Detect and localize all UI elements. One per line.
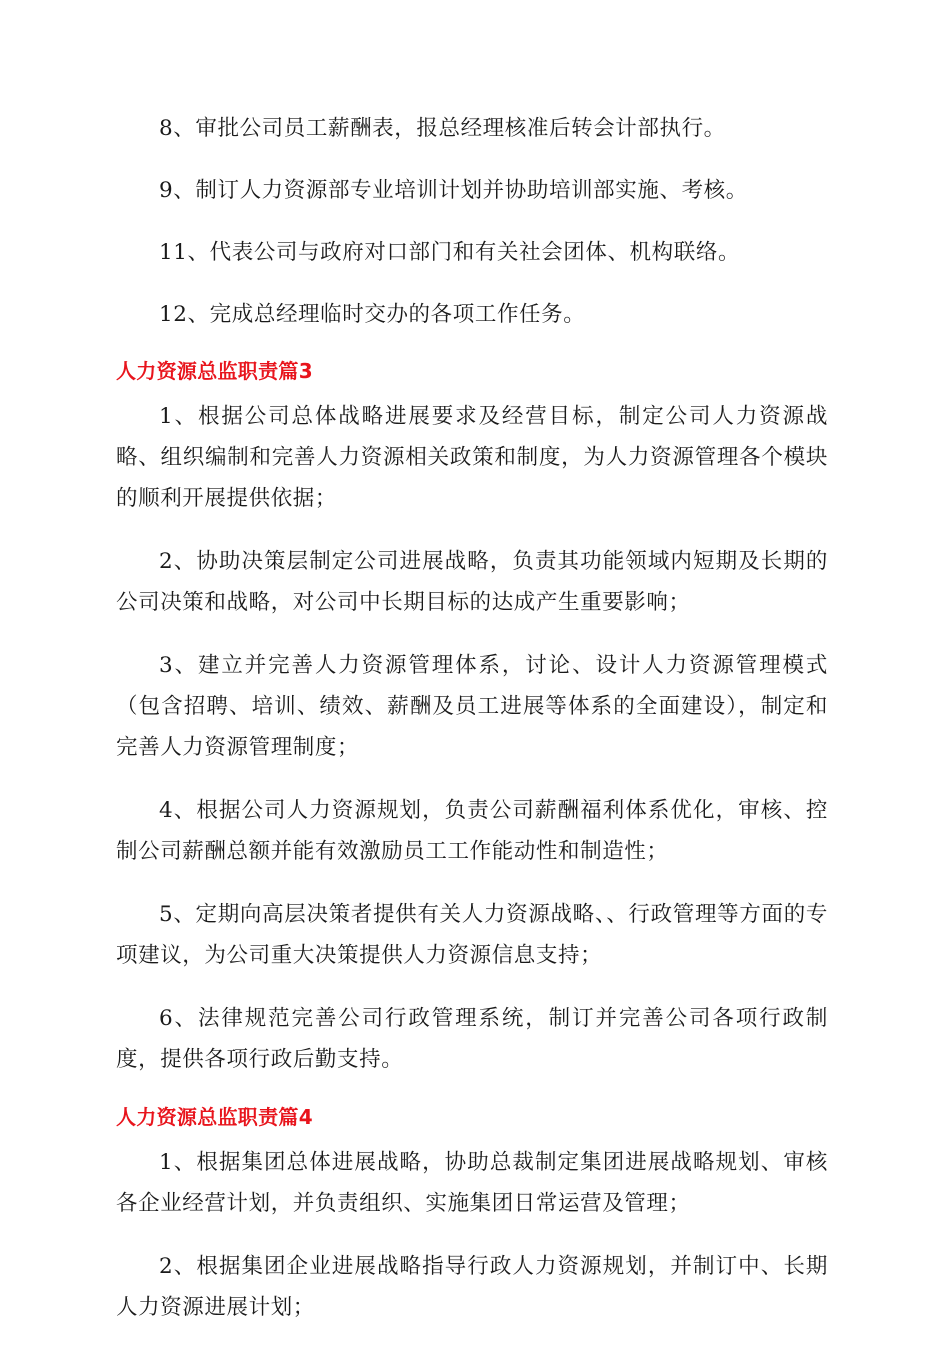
list-item: 2、协助决策层制定公司进展战略，负责其功能领域内短期及长期的公司决策和战略，对公司中长期目标的达成产生重要影响； bbox=[116, 549, 828, 615]
list-item: 1、根据集团总体进展战略，协助总裁制定集团进展战略规划、审核各企业经营计划，并负责组织、实施集团日常运营及管理； bbox=[116, 1150, 828, 1216]
list-item: 3、建立并完善人力资源管理体系，讨论、设计人力资源管理模式（包含招聘、培训、绩效、薪酬及员工进展等体系的全面建设），制定和完善人力资源管理制度； bbox=[116, 653, 828, 760]
list-item: 6、法律规范完善公司行政管理系统，制订并完善公司各项行政制度，提供各项行政后勤支持。 bbox=[116, 1006, 828, 1072]
list-item: 11、代表公司与政府对口部门和有关社会团体、机构联络。 bbox=[159, 240, 741, 265]
list-item: 1、根据公司总体战略进展要求及经营目标，制定公司人力资源战略、组织编制和完善人力资源相关政策和制度，为人力资源管理各个模块的顺利开展提供依据； bbox=[116, 404, 828, 511]
list-item: 8、审批公司员工薪酬表，报总经理核准后转会计部执行。 bbox=[159, 116, 726, 141]
list-item: 12、完成总经理临时交办的各项工作任务。 bbox=[159, 302, 586, 327]
document-page bbox=[116, 108, 828, 1350]
list-item: 5、定期向高层决策者提供有关人力资源战略、、行政管理等方面的专项建议，为公司重大决策提供人力资源信息支持； bbox=[116, 902, 828, 968]
list-item: 2、根据集团企业进展战略指导行政人力资源规划，并制订中、长期人力资源进展计划； bbox=[116, 1254, 828, 1320]
list-item: 4、根据公司人力资源规划，负责公司薪酬福利体系优化，审核、控制公司薪酬总额并能有效激励员工工作能动性和制造性； bbox=[116, 798, 828, 864]
section-heading: 人力资源总监职责篇4 bbox=[116, 1105, 313, 1129]
section-heading: 人力资源总监职责篇3 bbox=[116, 359, 313, 383]
list-item: 9、制订人力资源部专业培训计划并协助培训部实施、考核。 bbox=[159, 178, 748, 203]
